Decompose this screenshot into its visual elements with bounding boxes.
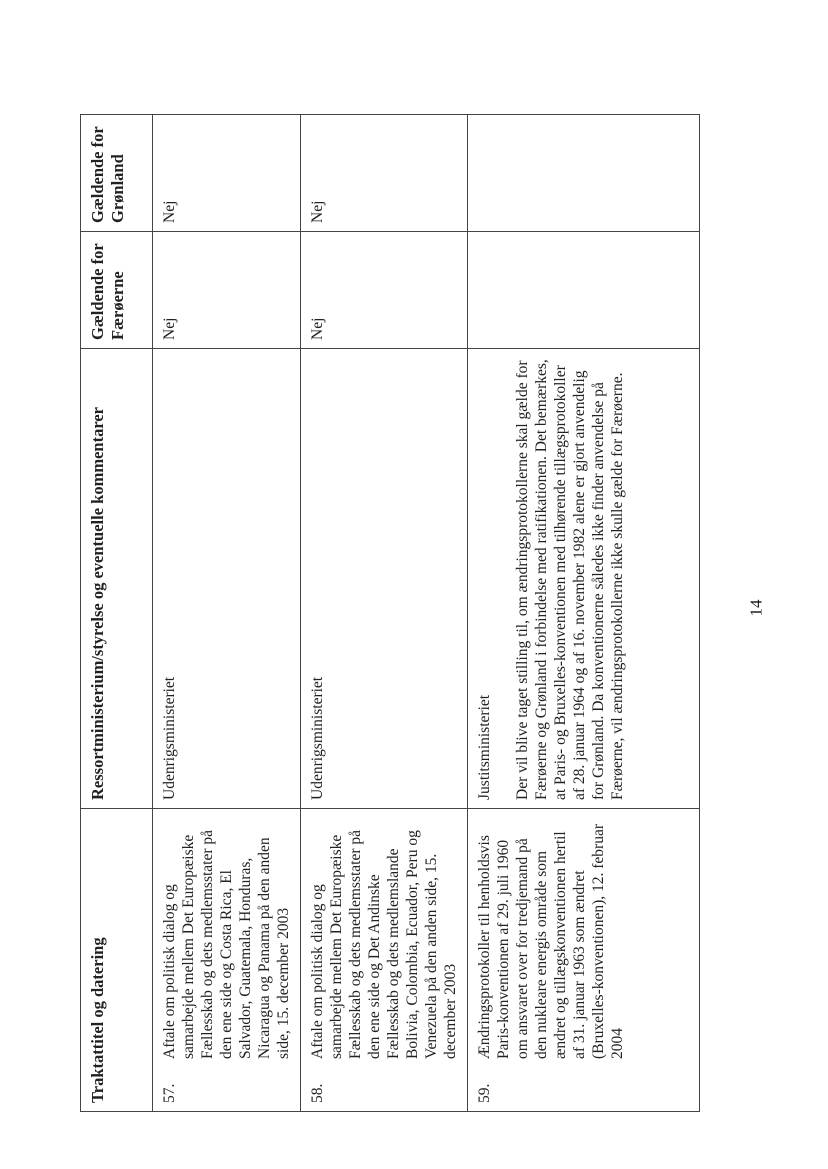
table-row <box>301 115 468 1112</box>
faroe-cell <box>468 232 700 349</box>
table-row <box>153 115 301 1112</box>
ministry-cell <box>301 349 468 809</box>
ministry-name: Udenrigsministeriet <box>309 676 326 800</box>
treaty-title: Ændringsprotokoller til henholdsvis Paris-konventionen af 29. juli 1960 om ansvaret over for tredjemand på den nukleare energis område som ændret og tillægskonventionen hertil af 31. januar 1963 som ændret (Bruxelles-konventionen), 12. februar 2004 <box>476 823 626 1059</box>
treaty-title: Aftale om politisk dialog og samarbejde mellem Det Europæiske Fællesskab og dets medlemsstater på den ene side og Det Andinske Fællesskab og dets medlemslande Bolivia, Colombia, Ecuador, Peru og Venezuela på den anden side, 15. december 2003 <box>309 829 459 1059</box>
rotated-page-content <box>80 115 700 1112</box>
ministry-name: Udenrigsministeriet <box>161 676 178 800</box>
table-header-row <box>81 115 153 1112</box>
page-number: 14 <box>746 599 766 617</box>
header-greenland: Gældende for Grønland <box>81 115 153 232</box>
treaty-cell <box>153 809 301 1112</box>
header-ministry: Ressortministerium/styrelse og eventuelle kommentarer <box>81 349 153 809</box>
header-faroe: Gældende for Færøerne <box>81 232 153 349</box>
treaty-table <box>80 114 700 1112</box>
treaty-number: 57. <box>161 1083 178 1103</box>
ministry-comment: Der vil blive taget stilling til, om ændringsprotokollerne skal gælde for Færøerne og Grønland i forbindelse med ratifikationen. Det bemærkes, at Paris- og Bruxelles-konventionen med tilhørende tillægsprotokoller af 28. januar 1964 og af 16. november 1982 alene er gjort anvendelig for Grønland. Da konventionerne således ikke finder anvendelse på Færøerne, vil ændringsprotokollerne ikke skulle gælde for Færøerne. <box>514 359 626 800</box>
treaty-number: 58. <box>309 1083 326 1103</box>
header-treaty-title: Traktattitel og datering <box>81 809 153 1112</box>
treaty-cell <box>301 809 468 1112</box>
greenland-cell: Nej <box>301 115 468 232</box>
faroe-cell: Nej <box>153 232 301 349</box>
treaty-cell <box>468 809 700 1112</box>
treaty-number: 59. <box>476 1083 493 1103</box>
table-row <box>468 115 700 1112</box>
ministry-cell <box>153 349 301 809</box>
greenland-cell: Nej <box>153 115 301 232</box>
treaty-title: Aftale om politisk dialog og samarbejde mellem Det Europæiske Fællesskab og dets medlemsstater på den ene side og Costa Rica, El Salvador, Guatemala, Honduras, Nicaragua og Panama på den anden side, 15. december 2003 <box>161 829 292 1059</box>
ministry-name: Justitsministeriet <box>476 694 493 800</box>
ministry-cell <box>468 349 700 809</box>
greenland-cell <box>468 115 700 232</box>
faroe-cell: Nej <box>301 232 468 349</box>
